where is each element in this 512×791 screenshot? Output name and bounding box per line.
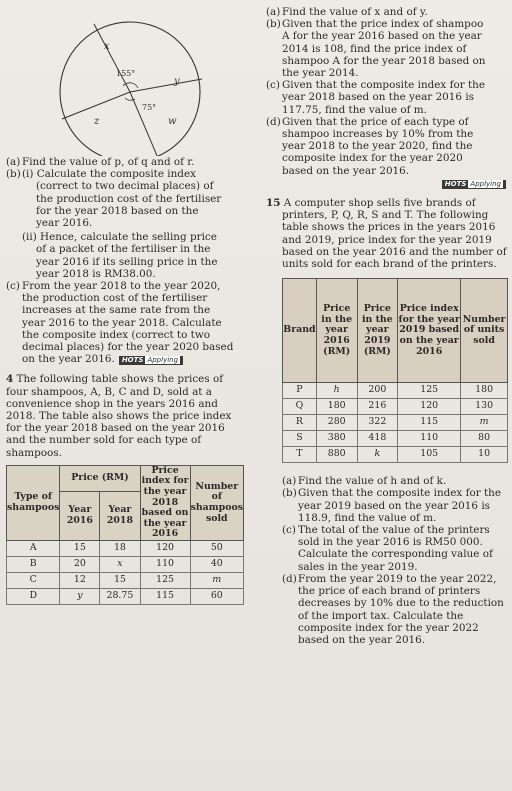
question-part-c: (c) From the year 2018 to the year 2020, the production cost of the fertiliser increases at the same rate from the year 2016 to the year 2018. Calculate the composite index (correct to two decimal places) for the year 2020 based on the year 2016. HOTS Applying [6,280,234,366]
header-brand: Brand [283,279,317,383]
header-price-2019: Price in the year 2019 (RM) [357,279,398,383]
hots-badge: HOTS Applying [442,180,506,189]
header-price-2016: Price in the year 2016 (RM) [316,279,357,383]
header-price: Price (RM) [60,465,140,491]
question-4-part-c: (c) Given that the composite index for the year 2018 based on the year 2016 is 117.75, find the value of m. [266,79,485,116]
question-15-part-b: (b)Given that the composite index for the year 2019 based on the year 2016 is 118.9, find the value of m. [282,487,501,524]
part-a-text: Find the value of p, of q and of r. [22,156,195,168]
question-number: 4 [6,373,14,386]
question-15-part-a: (a) Find the value of h and of k. [282,475,447,488]
question-part-a [6,156,256,168]
question-4-part-a: (a) Find the value of x and of y. [266,6,428,18]
table-row: S 380 418 110 80 [283,431,508,447]
header-2018: Year 2018 [100,491,140,540]
label-w: w [168,116,177,127]
header-number: Number of shampoos sold [190,465,243,540]
header-units: Number of units sold [461,279,508,383]
header-index: Price index for the year 2018 based on the year 2016 [141,464,189,540]
table-row: T 880 k 105 10 [283,447,508,463]
label-x: x [104,41,110,52]
shampoo-price-table [6,465,244,605]
circle-diagram [6,6,256,156]
table-row: D y 28.75 115 60 [7,589,244,605]
table-row: P h 200 125 180 [283,383,508,399]
question-15-part-c: (c) The total of the value of the printers sold in the year 2016 is RM50 000. Calculate the corresponding value of sales in the year 2019. [282,524,493,573]
hots-badge: HOTS Applying [119,356,183,365]
label-y: y [174,76,180,87]
left-column [6,6,256,605]
table-row: Q 180 216 120 130 [283,399,508,415]
right-column [266,6,510,646]
question-number: 15 [266,197,281,210]
question-part-b: (b)(i) Calculate the composite index (correct to two decimal places) of the production cost of the fertiliser for the year 2018 based on the year 2016. (ii) Hence, calculate the selling price of a packet of the fertiliser in the year 2016 if its selling price in the year 2018 is RM38.00. [6,168,222,280]
printer-price-table [282,278,508,463]
circle-angle-figure [6,6,256,156]
header-2016: Year 2016 [60,491,100,540]
question-15: 15 A computer shop sells five brands of printers, P, Q, R, S and T. The following table shows the prices in the years 2016 and 2019, price index for the year 2019 based on the year 2016 and the number of units sold for each brand of the printers. [266,197,507,271]
label-75-degrees: 75° [142,103,157,112]
question-4: 4 The following table shows the prices of four shampoos, A, B, C and D, sold at a convenience shop in the years 2016 and 2018. The table also shows the price index for the year 2018 based on the year 2016 and the number sold for each type of shampoos. [6,373,232,459]
header-type: Type of shampoos [7,465,60,540]
table-row: B 20 x 110 40 [7,557,244,573]
table-row: R 280 322 115 m [283,415,508,431]
label-z: z [94,116,100,127]
table-row: A 15 18 120 50 [7,541,244,557]
header-index: Price index for the year 2019 based on the year 2016 [398,279,461,383]
question-15-part-d: (d)From the year 2019 to the year 2022, the price of each brand of printers decreases by 10% due to the reduction of the import tax. Calculate the composite index for the year 2022 based on the year 2016. [282,572,504,646]
table-row: C 12 15 125 m [7,573,244,589]
label-155-degrees: 155° [116,69,136,78]
part-b-label: (b) [6,168,21,181]
part-a-label: (a) [6,156,21,168]
question-4-part-b: (b)Given that the price index of shampoo A for the year 2016 based on the year 2014 is 108, find the price index of shampoo A for the year 2018 based on the year 2014. [266,18,486,80]
question-4-part-d: (d)Given that the price of each type of shampoo increases by 10% from the year 2018 to the year 2020, find the composite index for the year 2020 based on the year 2016. HOTS Applying [266,116,510,189]
